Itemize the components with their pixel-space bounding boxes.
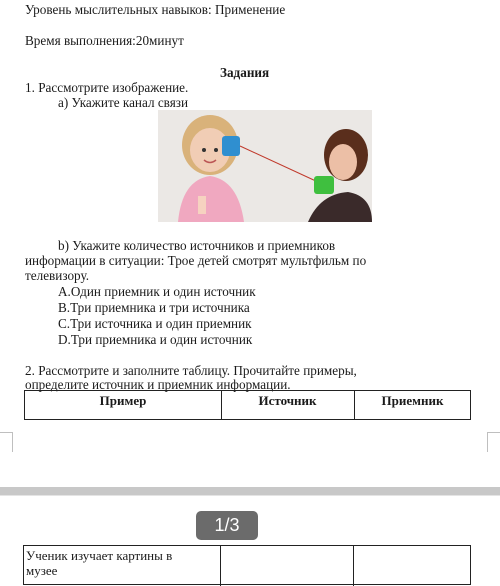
page-indicator: 1/3 [196, 511, 258, 540]
task1-a: а) Укажите канал связи [58, 95, 189, 110]
option-c: C.Три источника и один приемник [58, 316, 252, 331]
skill-level-text: Уровень мыслительных навыков: Применение [25, 2, 286, 17]
task1-b-line1: b) Укажите количество источников и приемников [58, 238, 336, 253]
task1-b-line3: телевизору. [25, 268, 90, 283]
table-divider [353, 546, 354, 586]
tasks-heading: Задания [220, 65, 270, 80]
header-source: Источник [258, 393, 317, 408]
row1-example-cell [26, 548, 218, 578]
task1-b-line2: информации в ситуации: Трое детей смотрят мультфильм по [25, 253, 367, 268]
page-separator-line [0, 495, 500, 496]
tin-can-telephone-illustration [158, 110, 372, 222]
row1-example-line1: Ученик изучает картины в [26, 548, 173, 563]
task2-table-row [23, 545, 471, 585]
page-corner-mark [12, 432, 13, 452]
task1-title: 1. Рассмотрите изображение. [25, 80, 189, 95]
header-example: Пример [99, 393, 147, 408]
page-separator [0, 487, 500, 495]
table-divider [220, 546, 221, 586]
option-b: B.Три приемника и три источника [58, 300, 250, 315]
row1-example-line2: музее [26, 563, 58, 578]
communication-image [158, 110, 372, 222]
option-a: A.Один приемник и один источник [58, 284, 256, 299]
page-corner-mark [0, 432, 12, 433]
page-corner-mark [488, 432, 500, 433]
option-d: D.Три приемника и один источник [58, 332, 253, 347]
page-corner-mark [487, 432, 488, 452]
task2-line2: определите источник и приемник информации. [25, 377, 291, 392]
task2-table-header [24, 390, 471, 420]
duration-text: Время выполнения:20минут [25, 33, 184, 48]
task2-line1: 2. Рассмотрите и заполните таблицу. Прочитайте примеры, [25, 363, 357, 378]
header-receiver: Приемник [381, 393, 444, 408]
